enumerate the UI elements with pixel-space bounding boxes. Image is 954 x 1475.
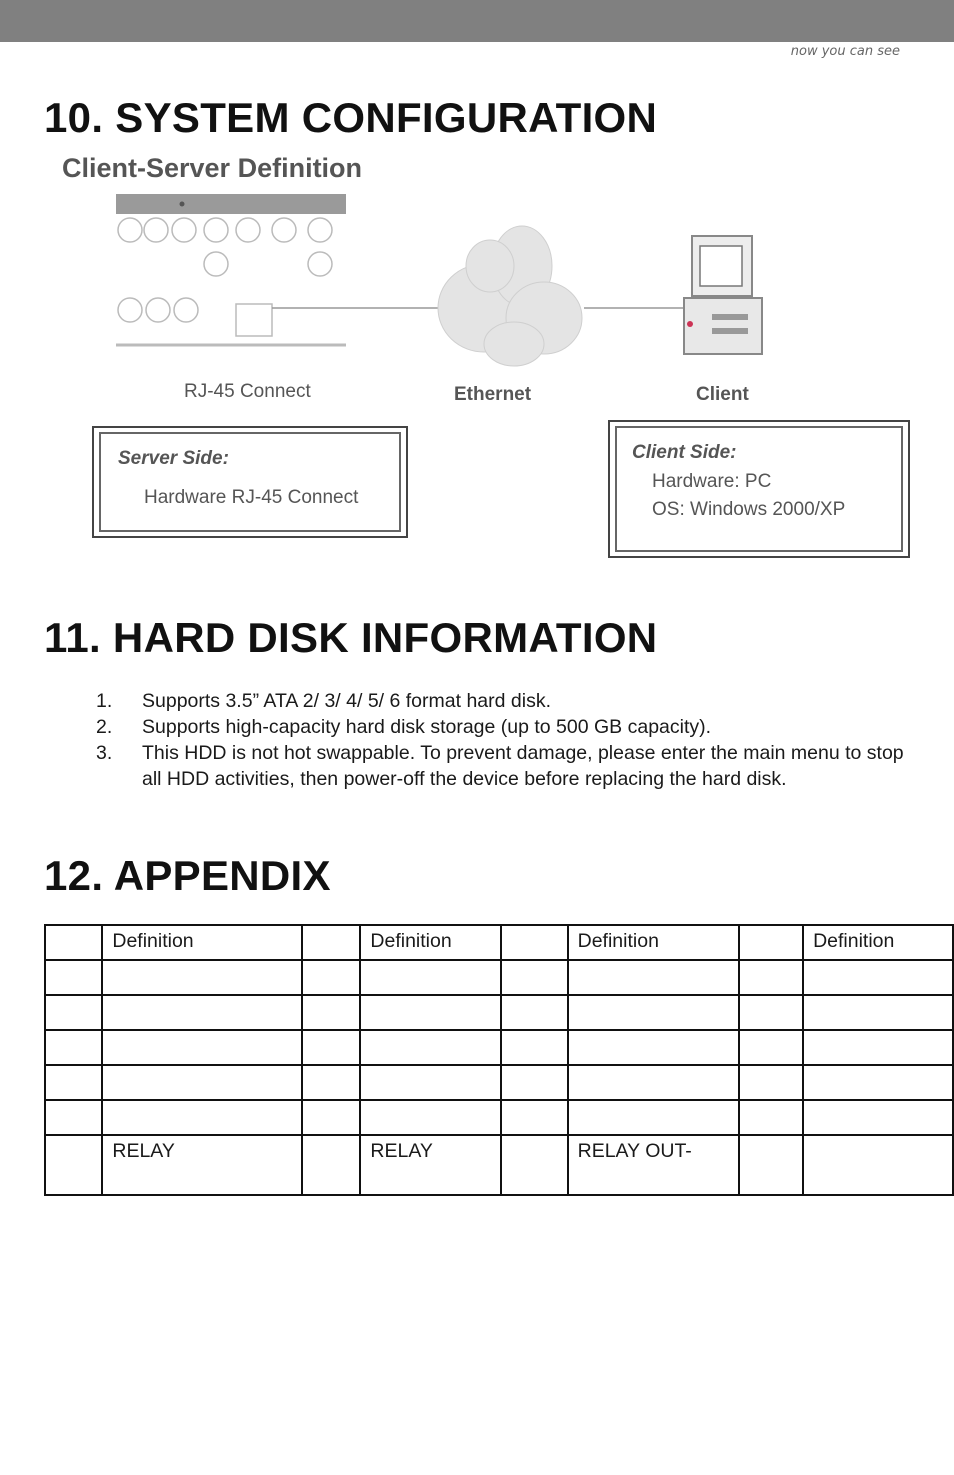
table-cell bbox=[568, 1100, 739, 1135]
diagram-graphic bbox=[44, 148, 914, 568]
table-cell: Definition bbox=[360, 925, 500, 960]
table-cell bbox=[568, 960, 739, 995]
server-side-box bbox=[93, 427, 407, 537]
list-number: 3. bbox=[96, 742, 113, 764]
table-cell bbox=[102, 1065, 302, 1100]
table-cell bbox=[360, 1065, 500, 1100]
list-number: 1. bbox=[96, 690, 113, 712]
client-side-os: OS: Windows 2000/XP bbox=[652, 499, 846, 520]
table-row bbox=[45, 925, 953, 960]
section-title-hard-disk: 11. HARD DISK INFORMATION bbox=[44, 614, 658, 661]
table-cell bbox=[501, 960, 568, 995]
table-cell bbox=[803, 1030, 953, 1065]
table-cell bbox=[302, 1030, 360, 1065]
server-side-heading: Server Side: bbox=[118, 448, 229, 469]
hdd-info-list bbox=[96, 688, 916, 792]
table-cell bbox=[45, 960, 102, 995]
table-cell bbox=[302, 925, 360, 960]
table-cell: RELAY bbox=[360, 1135, 500, 1195]
table-cell bbox=[568, 1030, 739, 1065]
client-label: Client bbox=[696, 384, 749, 405]
table-cell bbox=[803, 1135, 953, 1195]
table-row bbox=[45, 1065, 953, 1100]
table-cell: RELAY OUT- bbox=[568, 1135, 739, 1195]
table-cell bbox=[803, 960, 953, 995]
table-cell bbox=[45, 995, 102, 1030]
table-cell bbox=[501, 1100, 568, 1135]
brand-tagline: now you can see bbox=[790, 44, 900, 59]
ethernet-cloud-icon bbox=[438, 226, 582, 366]
table-cell: Definition bbox=[102, 925, 302, 960]
dvr-rear-panel-icon bbox=[116, 194, 346, 345]
table-cell bbox=[360, 1030, 500, 1065]
table-cell bbox=[739, 1135, 803, 1195]
diagram-title: Client-Server Definition bbox=[62, 153, 363, 183]
list-number: 2. bbox=[96, 716, 113, 738]
table-row bbox=[45, 960, 953, 995]
table-cell bbox=[302, 1100, 360, 1135]
table-cell bbox=[45, 925, 102, 960]
table-cell bbox=[360, 960, 500, 995]
client-pc-icon bbox=[684, 236, 762, 354]
table-row bbox=[45, 1030, 953, 1065]
table-cell bbox=[302, 960, 360, 995]
table-cell: RELAY bbox=[102, 1135, 302, 1195]
server-side-hardware: Hardware RJ-45 Connect bbox=[144, 487, 359, 508]
list-item bbox=[96, 740, 916, 792]
table-cell bbox=[568, 1065, 739, 1100]
table-cell bbox=[501, 1030, 568, 1065]
list-item bbox=[96, 688, 916, 714]
table-row bbox=[45, 995, 953, 1030]
table-cell bbox=[739, 1030, 803, 1065]
list-text: Supports 3.5” ATA 2/ 3/ 4/ 5/ 6 format hard disk. bbox=[142, 690, 551, 712]
list-text: Supports high-capacity hard disk storage (up to 500 GB capacity). bbox=[142, 716, 712, 738]
table-cell bbox=[102, 1030, 302, 1065]
table-row bbox=[45, 1135, 953, 1195]
table-cell: Definition bbox=[568, 925, 739, 960]
table-cell bbox=[568, 995, 739, 1030]
table-cell bbox=[803, 1065, 953, 1100]
table-cell bbox=[739, 1100, 803, 1135]
table-cell bbox=[45, 1135, 102, 1195]
table-cell bbox=[501, 1135, 568, 1195]
table-cell bbox=[360, 1100, 500, 1135]
top-bar bbox=[0, 0, 954, 42]
table-cell bbox=[501, 995, 568, 1030]
table-cell bbox=[45, 1065, 102, 1100]
table-cell bbox=[302, 1135, 360, 1195]
table-cell: Definition bbox=[803, 925, 953, 960]
section-title-system-configuration: 10. SYSTEM CONFIGURATION bbox=[44, 94, 658, 141]
table-cell bbox=[739, 1065, 803, 1100]
table-cell bbox=[501, 1065, 568, 1100]
appendix-table bbox=[44, 924, 954, 1196]
table-cell bbox=[803, 1100, 953, 1135]
client-side-box bbox=[609, 421, 909, 557]
table-cell bbox=[302, 995, 360, 1030]
table-cell bbox=[739, 925, 803, 960]
ethernet-label: Ethernet bbox=[454, 384, 532, 405]
list-text: This HDD is not hot swappable. To prevent damage, please enter the main menu to stop all HDD activities, then power-off the device before replacing the hard disk. bbox=[142, 742, 904, 790]
table-cell bbox=[360, 995, 500, 1030]
table-cell bbox=[102, 960, 302, 995]
client-side-hardware: Hardware: PC bbox=[652, 471, 772, 492]
table-cell bbox=[803, 995, 953, 1030]
client-side-heading: Client Side: bbox=[632, 442, 737, 463]
table-cell bbox=[102, 995, 302, 1030]
client-server-diagram bbox=[44, 148, 914, 568]
list-item bbox=[96, 714, 916, 740]
table-cell bbox=[501, 925, 568, 960]
table-cell bbox=[45, 1030, 102, 1065]
table-cell bbox=[45, 1100, 102, 1135]
table-cell bbox=[302, 1065, 360, 1100]
table-row bbox=[45, 1100, 953, 1135]
table-cell bbox=[739, 995, 803, 1030]
table-cell bbox=[102, 1100, 302, 1135]
table-cell bbox=[739, 960, 803, 995]
rj45-connect-label: RJ-45 Connect bbox=[184, 381, 311, 402]
section-title-appendix: 12. APPENDIX bbox=[44, 852, 331, 899]
